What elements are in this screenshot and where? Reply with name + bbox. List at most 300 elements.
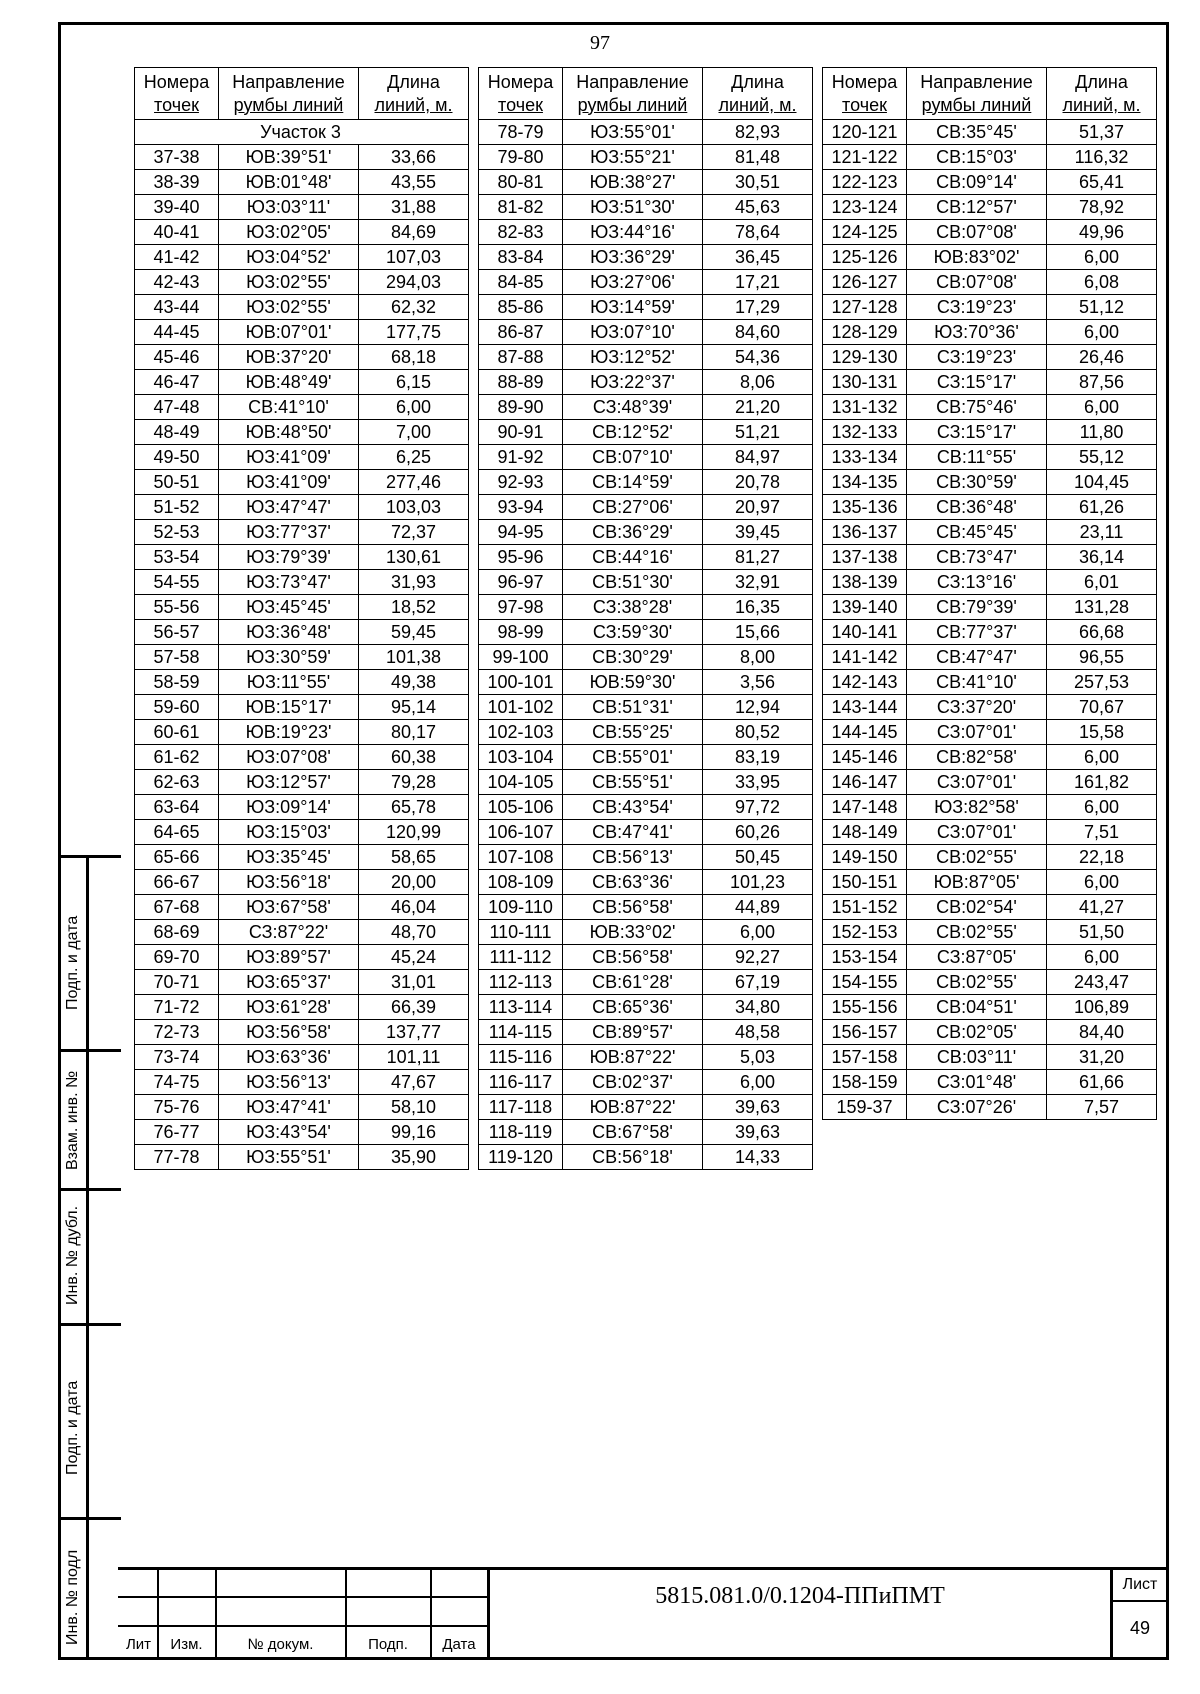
- table-row: [823, 820, 1157, 845]
- table-row: [479, 520, 813, 545]
- points-cell: 101-102: [479, 695, 563, 720]
- title-block-sheet-divider: [1110, 1600, 1169, 1602]
- direction-cell: ЮЗ:77°37': [219, 520, 359, 545]
- direction-cell: СЗ:87°05': [907, 945, 1047, 970]
- length-cell: 66,39: [359, 995, 469, 1020]
- length-cell: 12,94: [703, 695, 813, 720]
- points-cell: 97-98: [479, 595, 563, 620]
- points-cell: 138-139: [823, 570, 907, 595]
- length-cell: 120,99: [359, 820, 469, 845]
- length-cell: 72,37: [359, 520, 469, 545]
- points-cell: 85-86: [479, 295, 563, 320]
- table-row: [135, 970, 469, 995]
- points-cell: 78-79: [479, 120, 563, 145]
- direction-cell: СВ:12°57': [907, 195, 1047, 220]
- table-row: [479, 320, 813, 345]
- points-cell: 40-41: [135, 220, 219, 245]
- length-cell: 257,53: [1047, 670, 1157, 695]
- side-stamp-divider: [86, 855, 89, 1660]
- direction-cell: ЮВ:19°23': [219, 720, 359, 745]
- table-row: [823, 795, 1157, 820]
- table-row: [823, 870, 1157, 895]
- table-row: [823, 1020, 1157, 1045]
- table-row: [823, 1095, 1157, 1120]
- direction-cell: СВ:51°31': [563, 695, 703, 720]
- side-label-orig-inv: Инв. № подл: [64, 1549, 81, 1645]
- points-cell: 114-115: [479, 1020, 563, 1045]
- table-row: [823, 270, 1157, 295]
- section-label: Участок 3: [135, 120, 469, 145]
- points-cell: 155-156: [823, 995, 907, 1020]
- points-cell: 58-59: [135, 670, 219, 695]
- points-cell: 125-126: [823, 245, 907, 270]
- points-cell: 66-67: [135, 870, 219, 895]
- length-cell: 6,00: [1047, 395, 1157, 420]
- direction-cell: СЗ:07°01': [907, 770, 1047, 795]
- table-row: [823, 845, 1157, 870]
- direction-cell: ЮВ:39°51': [219, 145, 359, 170]
- direction-cell: СВ:30°59': [907, 470, 1047, 495]
- length-cell: 51,21: [703, 420, 813, 445]
- table-row: [135, 545, 469, 570]
- table-row: [823, 520, 1157, 545]
- length-cell: 78,64: [703, 220, 813, 245]
- direction-cell: СЗ:15°17': [907, 370, 1047, 395]
- table-row: [479, 720, 813, 745]
- points-cell: 118-119: [479, 1120, 563, 1145]
- direction-cell: СЗ:15°17': [907, 420, 1047, 445]
- points-cell: 79-80: [479, 145, 563, 170]
- direction-cell: СЗ:48°39': [563, 395, 703, 420]
- table-row: [135, 170, 469, 195]
- length-cell: 8,06: [703, 370, 813, 395]
- title-block-lit: Лит: [125, 1636, 152, 1653]
- length-cell: 21,20: [703, 395, 813, 420]
- table-row: [479, 595, 813, 620]
- direction-cell: СВ:41°10': [907, 670, 1047, 695]
- length-cell: 17,29: [703, 295, 813, 320]
- points-cell: 77-78: [135, 1145, 219, 1170]
- direction-cell: СВ:02°55': [907, 970, 1047, 995]
- table-row: [135, 370, 469, 395]
- table-row: [135, 595, 469, 620]
- direction-cell: СВ:45°45': [907, 520, 1047, 545]
- direction-cell: СВ:82°58': [907, 745, 1047, 770]
- direction-cell: ЮВ:37°20': [219, 345, 359, 370]
- length-cell: 6,00: [1047, 795, 1157, 820]
- points-cell: 139-140: [823, 595, 907, 620]
- table-row: [135, 845, 469, 870]
- direction-cell: СВ:65°36': [563, 995, 703, 1020]
- table-row: [135, 895, 469, 920]
- table-row: [479, 345, 813, 370]
- direction-cell: СВ:55°51': [563, 770, 703, 795]
- header-points: Номера точек: [823, 68, 907, 120]
- points-cell: 133-134: [823, 445, 907, 470]
- title-block-top-line: [118, 1567, 1169, 1570]
- direction-cell: ЮЗ:55°51': [219, 1145, 359, 1170]
- length-cell: 44,89: [703, 895, 813, 920]
- direction-cell: ЮВ:48°49': [219, 370, 359, 395]
- table-row: [823, 245, 1157, 270]
- direction-cell: СВ:51°30': [563, 570, 703, 595]
- points-cell: 120-121: [823, 120, 907, 145]
- length-cell: 116,32: [1047, 145, 1157, 170]
- table-row: [135, 1095, 469, 1120]
- length-cell: 39,63: [703, 1095, 813, 1120]
- direction-cell: ЮВ:59°30': [563, 670, 703, 695]
- length-cell: 92,27: [703, 945, 813, 970]
- points-cell: 103-104: [479, 745, 563, 770]
- direction-cell: СВ:02°55': [907, 845, 1047, 870]
- length-cell: 48,70: [359, 920, 469, 945]
- table-row: [479, 545, 813, 570]
- direction-cell: ЮЗ:56°13': [219, 1070, 359, 1095]
- length-cell: 51,50: [1047, 920, 1157, 945]
- length-cell: 60,38: [359, 745, 469, 770]
- length-cell: 14,33: [703, 1145, 813, 1170]
- table-row: [479, 295, 813, 320]
- direction-cell: ЮЗ:41°09': [219, 445, 359, 470]
- length-cell: 31,88: [359, 195, 469, 220]
- direction-cell: СЗ:01°48': [907, 1070, 1047, 1095]
- side-label-dup-inv: Инв. № дубл.: [64, 1205, 81, 1305]
- direction-cell: ЮЗ:36°29': [563, 245, 703, 270]
- table-row: [823, 170, 1157, 195]
- direction-cell: ЮЗ:56°18': [219, 870, 359, 895]
- length-cell: 7,00: [359, 420, 469, 445]
- points-cell: 54-55: [135, 570, 219, 595]
- direction-cell: СЗ:37°20': [907, 695, 1047, 720]
- length-cell: 46,04: [359, 895, 469, 920]
- direction-cell: ЮВ:48°50': [219, 420, 359, 445]
- table-row: [823, 1045, 1157, 1070]
- direction-cell: ЮВ:38°27': [563, 170, 703, 195]
- points-cell: 132-133: [823, 420, 907, 445]
- direction-cell: СВ:36°48': [907, 495, 1047, 520]
- points-cell: 90-91: [479, 420, 563, 445]
- direction-cell: ЮЗ:07°10': [563, 320, 703, 345]
- direction-cell: СВ:15°03': [907, 145, 1047, 170]
- table-row: [135, 870, 469, 895]
- table-row: [479, 195, 813, 220]
- length-cell: 49,38: [359, 670, 469, 695]
- length-cell: 36,45: [703, 245, 813, 270]
- direction-cell: СЗ:87°22': [219, 920, 359, 945]
- length-cell: 6,00: [1047, 745, 1157, 770]
- length-cell: 55,12: [1047, 445, 1157, 470]
- direction-cell: СВ:79°39': [907, 595, 1047, 620]
- table-row: [823, 945, 1157, 970]
- length-cell: 84,69: [359, 220, 469, 245]
- page-number: 97: [590, 32, 610, 54]
- length-cell: 47,67: [359, 1070, 469, 1095]
- points-cell: 68-69: [135, 920, 219, 945]
- length-cell: 107,03: [359, 245, 469, 270]
- direction-cell: СВ:35°45': [907, 120, 1047, 145]
- length-cell: 17,21: [703, 270, 813, 295]
- direction-cell: ЮВ:33°02': [563, 920, 703, 945]
- direction-cell: СВ:30°29': [563, 645, 703, 670]
- table-row: [135, 1070, 469, 1095]
- table-row: [135, 470, 469, 495]
- length-cell: 277,46: [359, 470, 469, 495]
- direction-cell: ЮЗ:04°52': [219, 245, 359, 270]
- table-row: [135, 945, 469, 970]
- length-cell: 6,00: [1047, 945, 1157, 970]
- direction-cell: ЮЗ:61°28': [219, 995, 359, 1020]
- direction-cell: СВ:75°46': [907, 395, 1047, 420]
- table-row: [823, 995, 1157, 1020]
- length-cell: 87,56: [1047, 370, 1157, 395]
- table-row: [823, 295, 1157, 320]
- table-row: [479, 895, 813, 920]
- direction-cell: СВ:43°54': [563, 795, 703, 820]
- table-row: [479, 420, 813, 445]
- table-row: [135, 220, 469, 245]
- points-cell: 108-109: [479, 870, 563, 895]
- length-cell: 243,47: [1047, 970, 1157, 995]
- points-cell: 65-66: [135, 845, 219, 870]
- table-row: [135, 420, 469, 445]
- points-cell: 92-93: [479, 470, 563, 495]
- direction-cell: ЮЗ:12°57': [219, 770, 359, 795]
- points-cell: 119-120: [479, 1145, 563, 1170]
- length-cell: 70,67: [1047, 695, 1157, 720]
- points-cell: 144-145: [823, 720, 907, 745]
- direction-cell: ЮЗ:89°57': [219, 945, 359, 970]
- direction-cell: ЮЗ:73°47': [219, 570, 359, 595]
- table-row: [135, 1045, 469, 1070]
- title-block-sign: Подп.: [368, 1636, 408, 1653]
- points-cell: 117-118: [479, 1095, 563, 1120]
- points-cell: 141-142: [823, 645, 907, 670]
- direction-cell: ЮЗ:09°14': [219, 795, 359, 820]
- table-row: [479, 1070, 813, 1095]
- points-cell: 127-128: [823, 295, 907, 320]
- table-row: [479, 995, 813, 1020]
- direction-cell: СЗ:59°30': [563, 620, 703, 645]
- length-cell: 6,00: [1047, 320, 1157, 345]
- points-cell: 106-107: [479, 820, 563, 845]
- table-row: [823, 345, 1157, 370]
- table-row: [135, 720, 469, 745]
- length-cell: 6,01: [1047, 570, 1157, 595]
- title-block-row-line-2: [118, 1625, 488, 1627]
- points-cell: 80-81: [479, 170, 563, 195]
- points-cell: 50-51: [135, 470, 219, 495]
- points-cell: 41-42: [135, 245, 219, 270]
- length-cell: 6,15: [359, 370, 469, 395]
- length-cell: 6,08: [1047, 270, 1157, 295]
- points-cell: 113-114: [479, 995, 563, 1020]
- table-row: [479, 370, 813, 395]
- direction-cell: СЗ:19°23': [907, 295, 1047, 320]
- points-cell: 93-94: [479, 495, 563, 520]
- table-row: [479, 395, 813, 420]
- points-cell: 71-72: [135, 995, 219, 1020]
- length-cell: 11,80: [1047, 420, 1157, 445]
- table-row: [823, 420, 1157, 445]
- length-cell: 22,18: [1047, 845, 1157, 870]
- document-code: 5815.081.0/0.1204-ППиПМТ: [655, 1583, 945, 1609]
- points-cell: 38-39: [135, 170, 219, 195]
- points-cell: 128-129: [823, 320, 907, 345]
- points-cell: 57-58: [135, 645, 219, 670]
- direction-cell: ЮЗ:82°58': [907, 795, 1047, 820]
- direction-cell: СВ:77°37': [907, 620, 1047, 645]
- length-cell: 45,24: [359, 945, 469, 970]
- table-row: [823, 470, 1157, 495]
- points-cell: 116-117: [479, 1070, 563, 1095]
- length-cell: 20,00: [359, 870, 469, 895]
- length-cell: 6,00: [703, 920, 813, 945]
- title-block-doc-no: № докум.: [247, 1636, 314, 1653]
- length-cell: 41,27: [1047, 895, 1157, 920]
- points-cell: 124-125: [823, 220, 907, 245]
- direction-cell: ЮЗ:41°09': [219, 470, 359, 495]
- direction-cell: ЮЗ:02°55': [219, 270, 359, 295]
- points-cell: 42-43: [135, 270, 219, 295]
- direction-cell: СВ:55°01': [563, 745, 703, 770]
- direction-cell: СВ:47°41': [563, 820, 703, 845]
- length-cell: 58,10: [359, 1095, 469, 1120]
- side-label-sign-date-2: Подп. и дата: [64, 1380, 81, 1475]
- length-cell: 16,35: [703, 595, 813, 620]
- points-cell: 48-49: [135, 420, 219, 445]
- points-cell: 45-46: [135, 345, 219, 370]
- length-cell: 84,60: [703, 320, 813, 345]
- length-cell: 61,26: [1047, 495, 1157, 520]
- header-direction: Направление румбы линий: [563, 68, 703, 120]
- table-row: [135, 145, 469, 170]
- table-row: [479, 770, 813, 795]
- table-row: [479, 1095, 813, 1120]
- table-row: [135, 770, 469, 795]
- table-row: [823, 695, 1157, 720]
- length-cell: 39,63: [703, 1120, 813, 1145]
- table-row: [823, 645, 1157, 670]
- table-row: [479, 470, 813, 495]
- direction-cell: ЮЗ:55°21': [563, 145, 703, 170]
- length-cell: 26,46: [1047, 345, 1157, 370]
- direction-cell: СВ:02°37': [563, 1070, 703, 1095]
- points-cell: 82-83: [479, 220, 563, 245]
- length-cell: 31,01: [359, 970, 469, 995]
- direction-cell: СВ:04°51': [907, 995, 1047, 1020]
- table-row: [135, 1120, 469, 1145]
- table-row: [479, 220, 813, 245]
- table-row: [479, 120, 813, 145]
- section-row: [135, 120, 469, 145]
- direction-cell: СВ:03°11': [907, 1045, 1047, 1070]
- table-row: [135, 295, 469, 320]
- table-row: [479, 695, 813, 720]
- direction-cell: СВ:61°28': [563, 970, 703, 995]
- header-direction: Направление румбы линий: [219, 68, 359, 120]
- length-cell: 83,19: [703, 745, 813, 770]
- length-cell: 81,27: [703, 545, 813, 570]
- header-points: Номера точек: [479, 68, 563, 120]
- table-row: [135, 395, 469, 420]
- points-cell: 129-130: [823, 345, 907, 370]
- table-row: [135, 520, 469, 545]
- table-row: [135, 1020, 469, 1045]
- direction-cell: СВ:02°55': [907, 920, 1047, 945]
- points-cell: 39-40: [135, 195, 219, 220]
- points-cell: 62-63: [135, 770, 219, 795]
- length-cell: 104,45: [1047, 470, 1157, 495]
- points-cell: 91-92: [479, 445, 563, 470]
- title-block-col-5: [487, 1567, 490, 1660]
- length-cell: 131,28: [1047, 595, 1157, 620]
- table-row: [823, 570, 1157, 595]
- length-cell: 97,72: [703, 795, 813, 820]
- length-cell: 6,00: [1047, 870, 1157, 895]
- table-row: [823, 620, 1157, 645]
- table-row: [135, 495, 469, 520]
- length-cell: 20,97: [703, 495, 813, 520]
- direction-cell: ЮЗ:11°55': [219, 670, 359, 695]
- direction-cell: ЮЗ:79°39': [219, 545, 359, 570]
- points-cell: 109-110: [479, 895, 563, 920]
- points-cell: 122-123: [823, 170, 907, 195]
- direction-cell: СВ:44°16': [563, 545, 703, 570]
- title-block-col-sheet: [1110, 1567, 1113, 1660]
- length-cell: 20,78: [703, 470, 813, 495]
- direction-cell: СЗ:19°23': [907, 345, 1047, 370]
- length-cell: 79,28: [359, 770, 469, 795]
- length-cell: 65,78: [359, 795, 469, 820]
- points-cell: 115-116: [479, 1045, 563, 1070]
- points-cell: 52-53: [135, 520, 219, 545]
- direction-cell: ЮЗ:14°59': [563, 295, 703, 320]
- points-cell: 53-54: [135, 545, 219, 570]
- points-cell: 46-47: [135, 370, 219, 395]
- length-cell: 15,66: [703, 620, 813, 645]
- direction-cell: СВ:27°06': [563, 495, 703, 520]
- length-cell: 6,00: [359, 395, 469, 420]
- table-row: [479, 670, 813, 695]
- direction-cell: ЮЗ:63°36': [219, 1045, 359, 1070]
- direction-cell: СВ:09°14': [907, 170, 1047, 195]
- length-cell: 60,26: [703, 820, 813, 845]
- header-length: Длина линий, м.: [1047, 68, 1157, 120]
- direction-cell: СЗ:07°26': [907, 1095, 1047, 1120]
- table-row: [823, 370, 1157, 395]
- side-label-replace-inv: Взам. инв. №: [64, 1070, 81, 1170]
- length-cell: 82,93: [703, 120, 813, 145]
- length-cell: 51,37: [1047, 120, 1157, 145]
- length-cell: 80,52: [703, 720, 813, 745]
- direction-cell: ЮВ:15°17': [219, 695, 359, 720]
- length-cell: 32,91: [703, 570, 813, 595]
- points-cell: 96-97: [479, 570, 563, 595]
- direction-cell: СЗ:38°28': [563, 595, 703, 620]
- length-cell: 5,03: [703, 1045, 813, 1070]
- table-row: [479, 820, 813, 845]
- direction-cell: ЮЗ:55°01': [563, 120, 703, 145]
- points-cell: 99-100: [479, 645, 563, 670]
- points-cell: 94-95: [479, 520, 563, 545]
- table-row: [479, 1145, 813, 1170]
- points-cell: 55-56: [135, 595, 219, 620]
- points-cell: 67-68: [135, 895, 219, 920]
- table-row: [823, 920, 1157, 945]
- direction-cell: СВ:02°54': [907, 895, 1047, 920]
- points-cell: 131-132: [823, 395, 907, 420]
- points-cell: 95-96: [479, 545, 563, 570]
